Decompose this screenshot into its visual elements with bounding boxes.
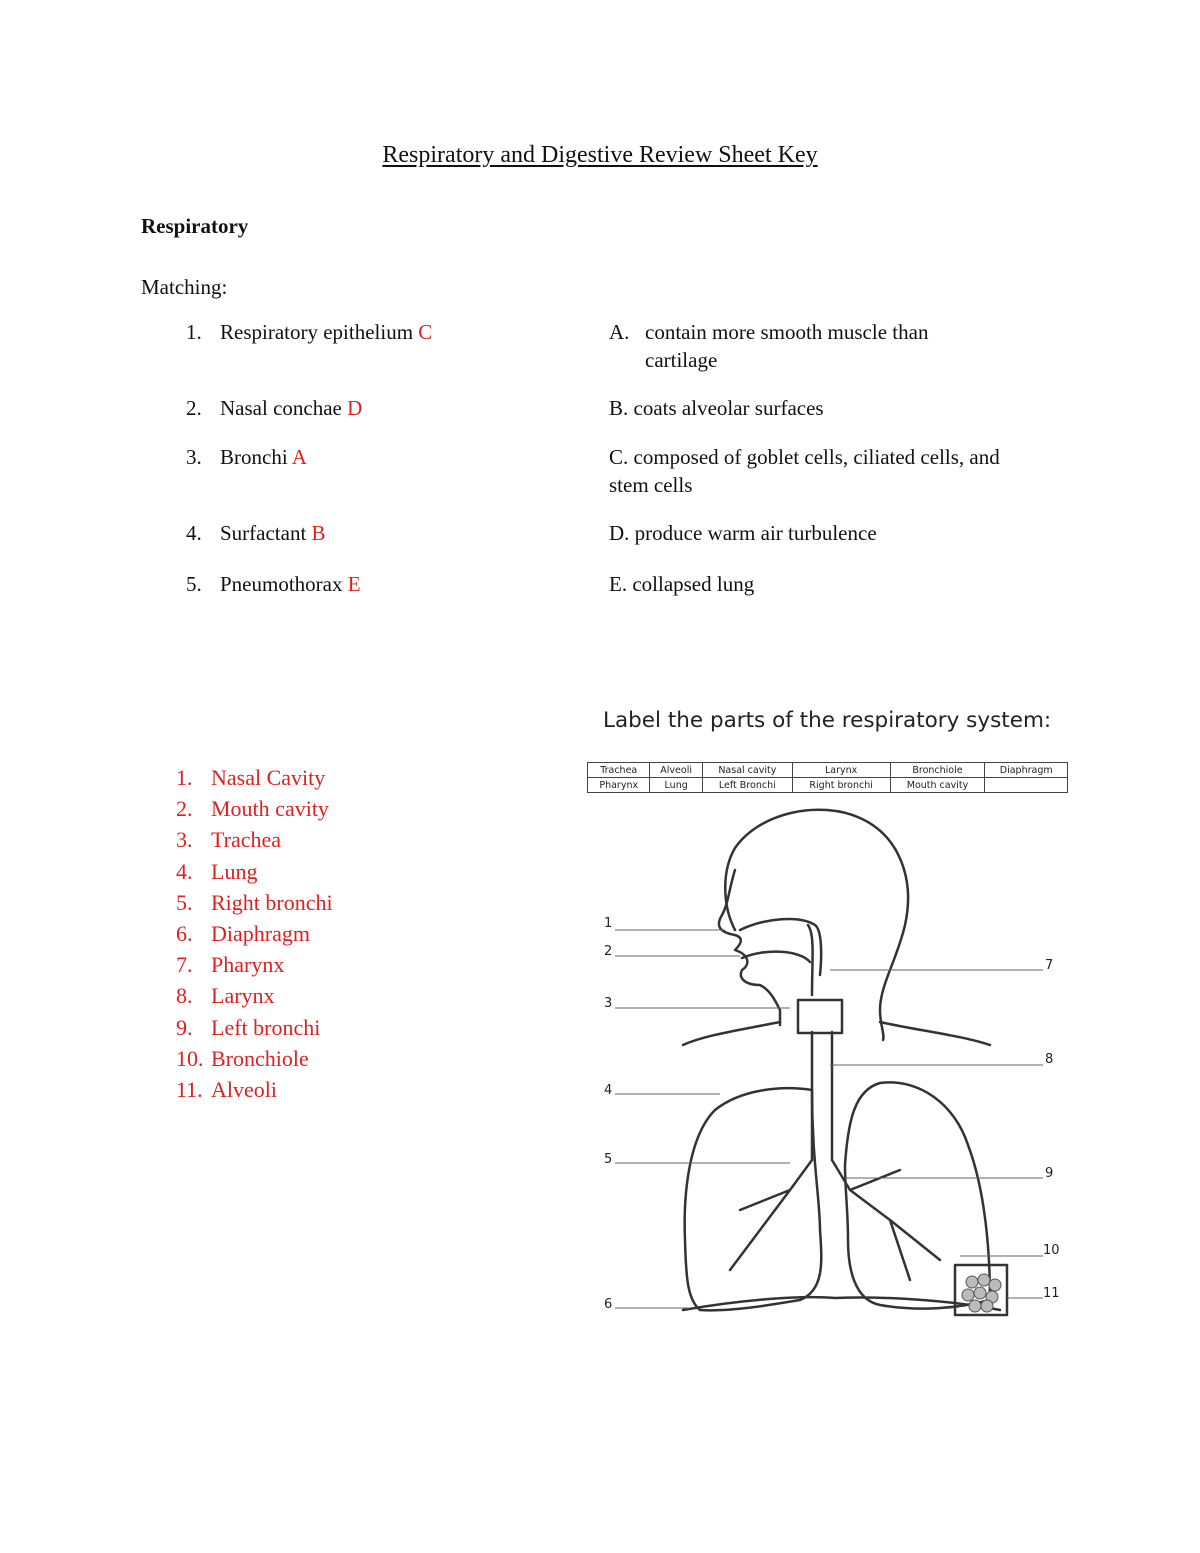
table-cell: Lung (650, 778, 702, 793)
matching-item: 3. Bronchi A (186, 445, 307, 469)
page-title: Respiratory and Digestive Review Sheet Key (382, 142, 818, 168)
definition-item: C. composed of goblet cells, ciliated cells, and stem cells (609, 445, 1000, 497)
larynx-inset (798, 1000, 842, 1033)
diagram-number: 4 (604, 1083, 613, 1098)
right-lung (685, 1088, 822, 1310)
diagram-number: 5 (604, 1152, 613, 1167)
diagram-number: 3 (604, 996, 613, 1011)
matching-answer: D (347, 396, 363, 420)
matching-answer: C (418, 320, 433, 344)
diagram-heading: Label the parts of the respiratory system: (603, 708, 1052, 733)
diagram-number: 6 (604, 1297, 613, 1312)
list-item: 3. Trachea (176, 827, 282, 853)
list-item: 11. Alveoli (176, 1077, 277, 1103)
matching-term: Respiratory epithelium (220, 320, 414, 344)
diagram-number: 9 (1045, 1166, 1054, 1181)
table-cell: Larynx (792, 763, 890, 778)
table-cell: Alveoli (650, 763, 702, 778)
matching-term: Surfactant (220, 521, 307, 545)
list-item: 5. Right bronchi (176, 889, 333, 915)
list-item: 8. Larynx (176, 983, 275, 1009)
matching-item: 4. Surfactant B (186, 521, 326, 545)
matching-answer: B (311, 521, 326, 545)
definition-item: D. produce warm air turbulence (609, 521, 877, 545)
definition-item: A. contain more smooth muscle than cartilage (609, 320, 929, 372)
table-cell: Mouth cavity (890, 778, 985, 793)
list-item: 4. Lung (176, 858, 258, 884)
diagram-number: 11 (1043, 1286, 1060, 1301)
matching-answer: E (347, 572, 361, 596)
table-cell: Pharynx (588, 778, 650, 793)
mouth-passage (742, 952, 810, 962)
left-lung (845, 1082, 990, 1308)
matching-term: Pneumothorax (220, 572, 343, 596)
list-item: 9. Left bronchi (176, 1014, 321, 1040)
matching-item: 1. Respiratory epithelium C (186, 320, 433, 344)
matching-item: 5. Pneumothorax E (186, 572, 361, 596)
table-cell: Left Bronchi (702, 778, 792, 793)
diagram-number: 1 (604, 916, 613, 931)
table-cell: Bronchiole (890, 763, 985, 778)
diagram-number: 8 (1045, 1052, 1054, 1067)
diagram-number: 10 (1043, 1243, 1060, 1258)
list-item: 1. Nasal Cavity (176, 765, 326, 790)
diagram-number: 2 (604, 944, 613, 959)
list-item: 10. Bronchiole (176, 1045, 309, 1071)
trachea (812, 1032, 832, 1160)
matching-term: Bronchi (220, 445, 288, 469)
table-cell: Trachea (588, 763, 650, 778)
matching-term: Nasal conchae (220, 396, 342, 420)
shoulder-left (683, 1022, 780, 1045)
table-cell: Right bronchi (792, 778, 890, 793)
face-profile (719, 870, 780, 1025)
diagram-number: 7 (1045, 958, 1054, 973)
shoulder-right (880, 1022, 990, 1045)
matching-answer: A (291, 445, 307, 469)
definition-item: B. coats alveolar surfaces (609, 396, 824, 420)
table-cell: Diaphragm (985, 763, 1068, 778)
list-item: 7. Pharynx (176, 952, 285, 978)
definition-item: E. collapsed lung (609, 572, 755, 596)
matching-item: 2. Nasal conchae D (186, 396, 363, 420)
section-heading: Respiratory (141, 214, 249, 238)
list-item: 2. Mouth cavity (176, 796, 329, 822)
list-item: 6. Diaphragm (176, 921, 310, 947)
matching-label: Matching: (141, 275, 228, 299)
table-cell: Nasal cavity (702, 763, 792, 778)
